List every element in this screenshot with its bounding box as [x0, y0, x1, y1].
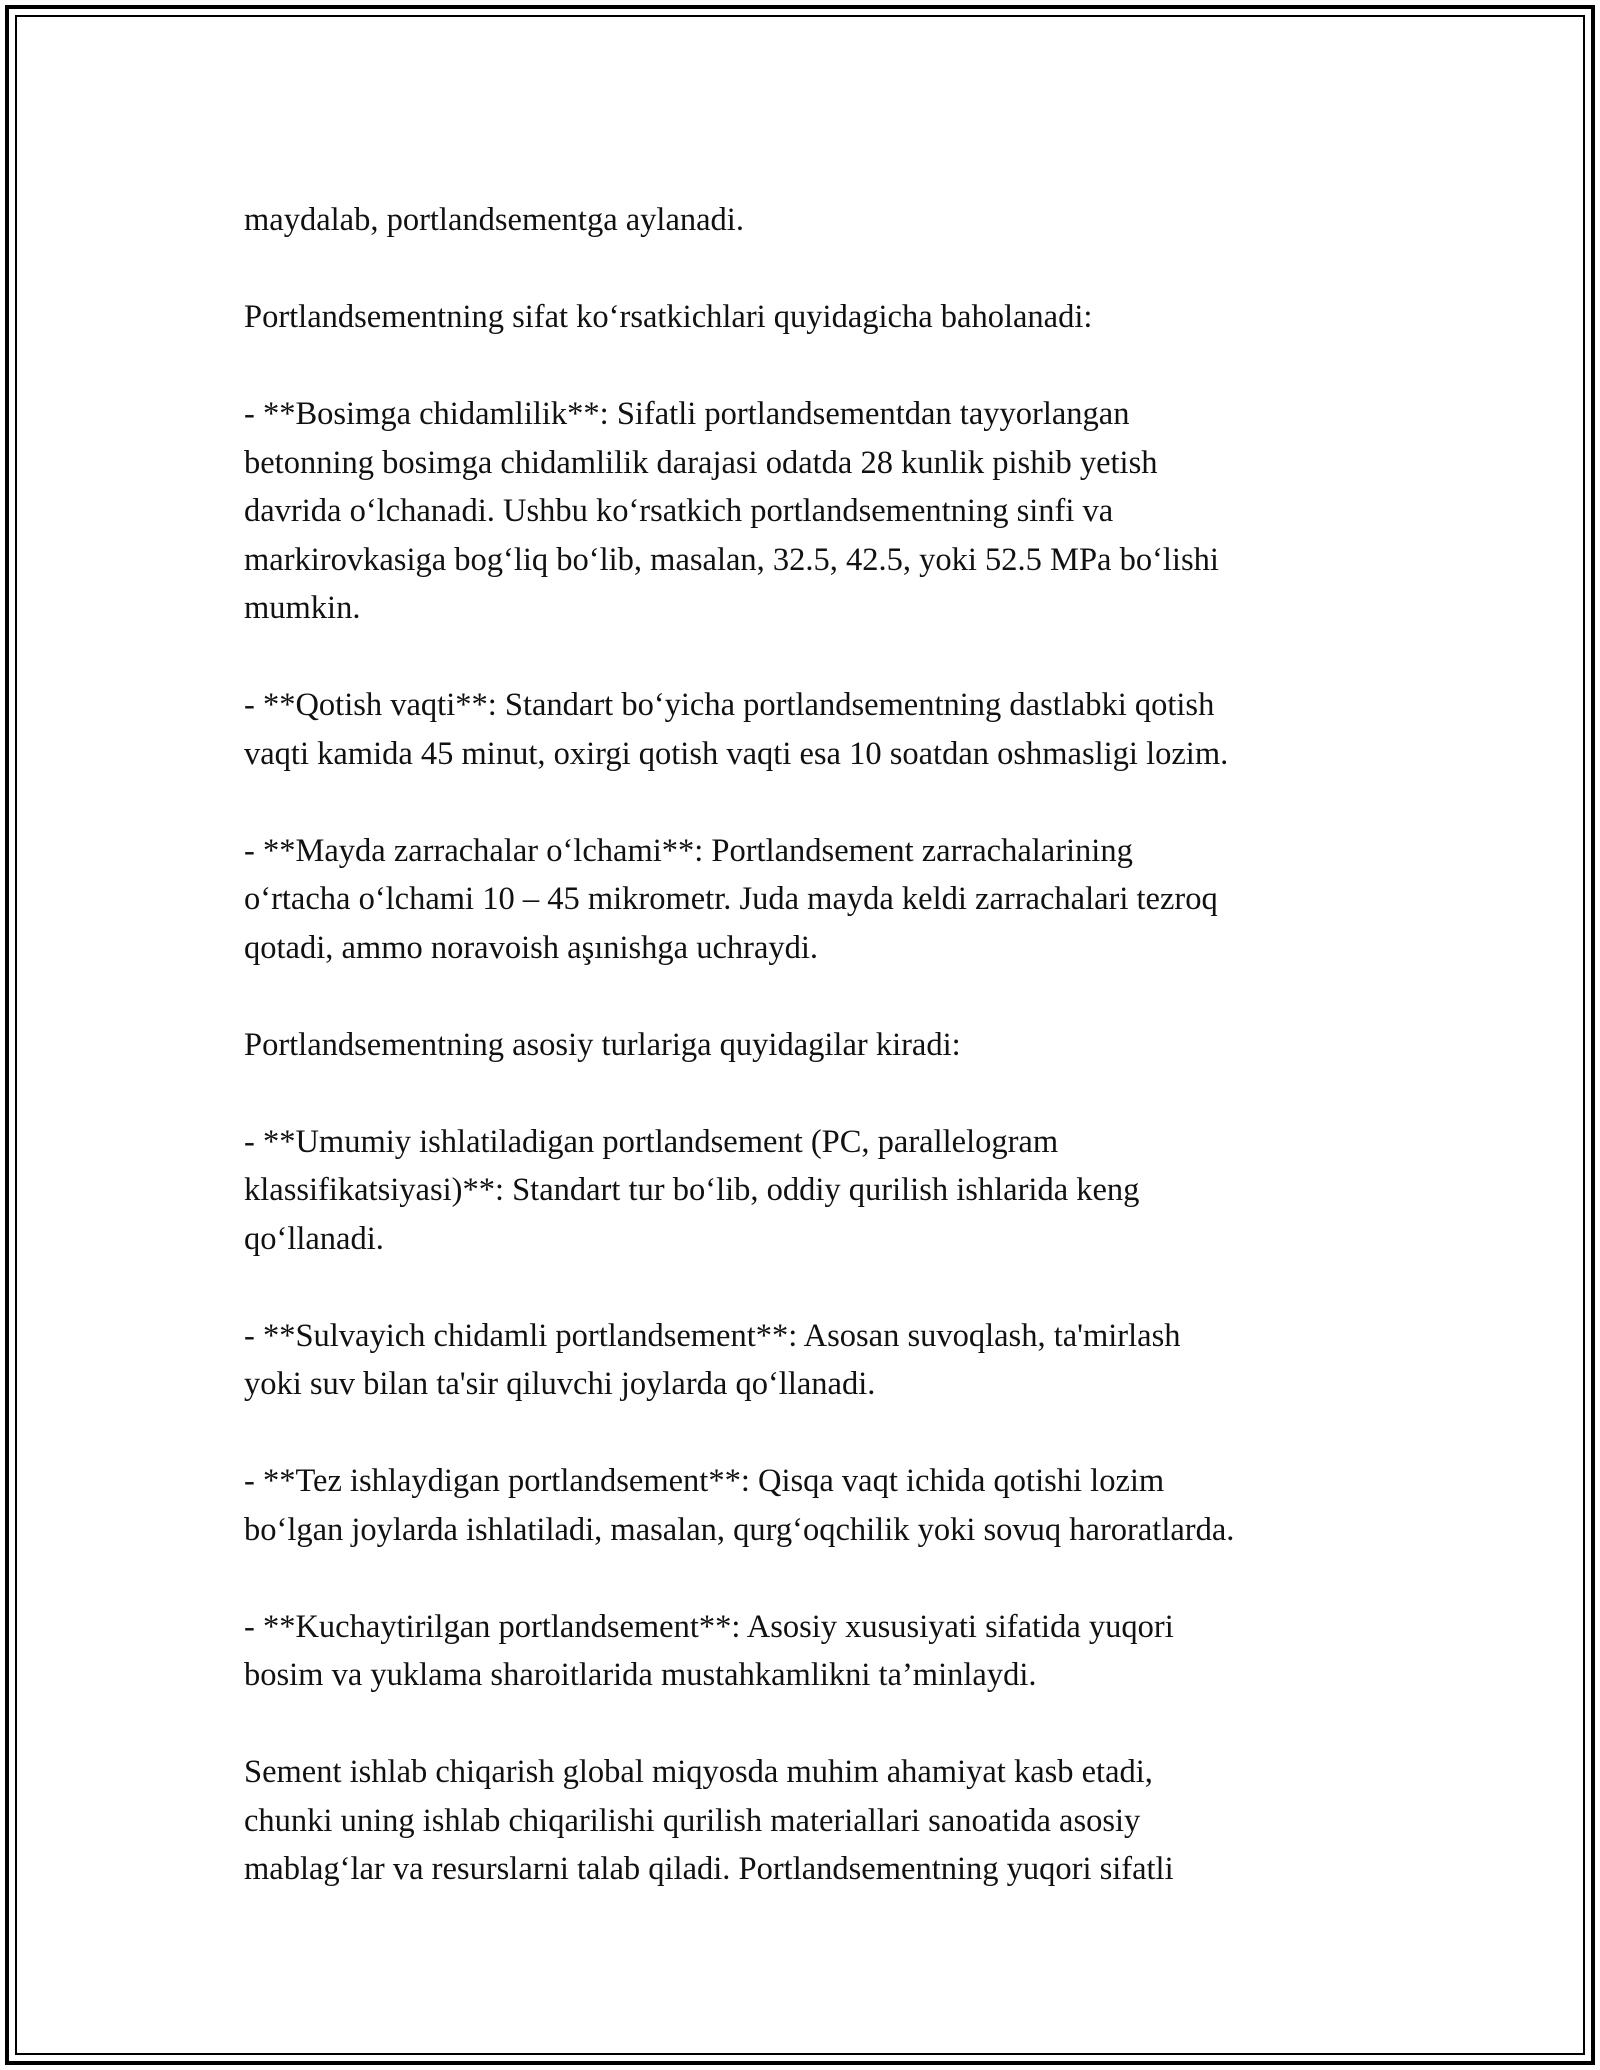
- paragraph: - **Qotish vaqti**: Standart boʻyicha portlandsementning dastlabki qotish vaqti kamida 45 minut, oxirgi qotish vaqti esa 10 soatdan oshmasligi lozim.: [244, 687, 1229, 772]
- page-frame: [5, 5, 1595, 2065]
- document-body: [244, 196, 1414, 1894]
- paragraph: - **Kuchaytirilgan portlandsement**: Asosiy xususiyati sifatida yuqori bosim va yuklama sharoitlarida mustahkamlikni ta’minlaydi.: [244, 1608, 1174, 1693]
- paragraph: - **Bosimga chidamlilik**: Sifatli portlandsementdan tayyorlangan betonning bosimga chidamlilik darajasi odatda 28 kunlik pishib yetish davrida oʻlchanadi. Ushbu koʻrsatkich portlandsementning sinfi va markirovkasiga bogʻliq boʻlib, masalan, 32.5, 42.5, yoki 52.5 MPa boʻlishi mumkin.: [244, 396, 1219, 626]
- paragraph: Portlandsementning sifat koʻrsatkichlari quyidagicha baholanadi:: [244, 299, 1093, 335]
- paragraph: maydalab, portlandsementga aylanadi.: [244, 202, 744, 238]
- paragraph: - **Tez ishlaydigan portlandsement**: Qisqa vaqt ichida qotishi lozim boʻlgan joylarda ishlatiladi, masalan, qurgʻoqchilik yoki sovuq haroratlarda.: [244, 1463, 1235, 1548]
- paragraph: - **Umumiy ishlatiladigan portlandsement (PC, parallelogram klassifikatsiyasi)**: Standart tur boʻlib, oddiy qurilish ishlarida keng qoʻllanadi.: [244, 1123, 1140, 1257]
- paragraph: Portlandsementning asosiy turlariga quyidagilar kiradi:: [244, 1026, 961, 1063]
- paragraph: - **Mayda zarrachalar oʻlchami**: Portlandsement zarrachalarining oʻrtacha oʻlchami 10 – 45 mikrometr. Juda mayda keldi zarrachalari tezroq qotadi, ammo noravoish aşınishga uchraydi.: [244, 832, 1218, 966]
- paragraph: - **Sulvayich chidamli portlandsement**: Asosan suvoqlash, ta'mirlash yoki suv bilan ta'sir qiluvchi joylarda qoʻllanadi.: [244, 1317, 1181, 1402]
- paragraph: Sement ishlab chiqarish global miqyosda muhim ahamiyat kasb etadi, chunki uning ishlab chiqarilishi qurilish materiallari sanoatida asosiy mablagʻlar va resurslarni talab qiladi. Portlandsementning yuqori sifatli: [244, 1754, 1174, 1887]
